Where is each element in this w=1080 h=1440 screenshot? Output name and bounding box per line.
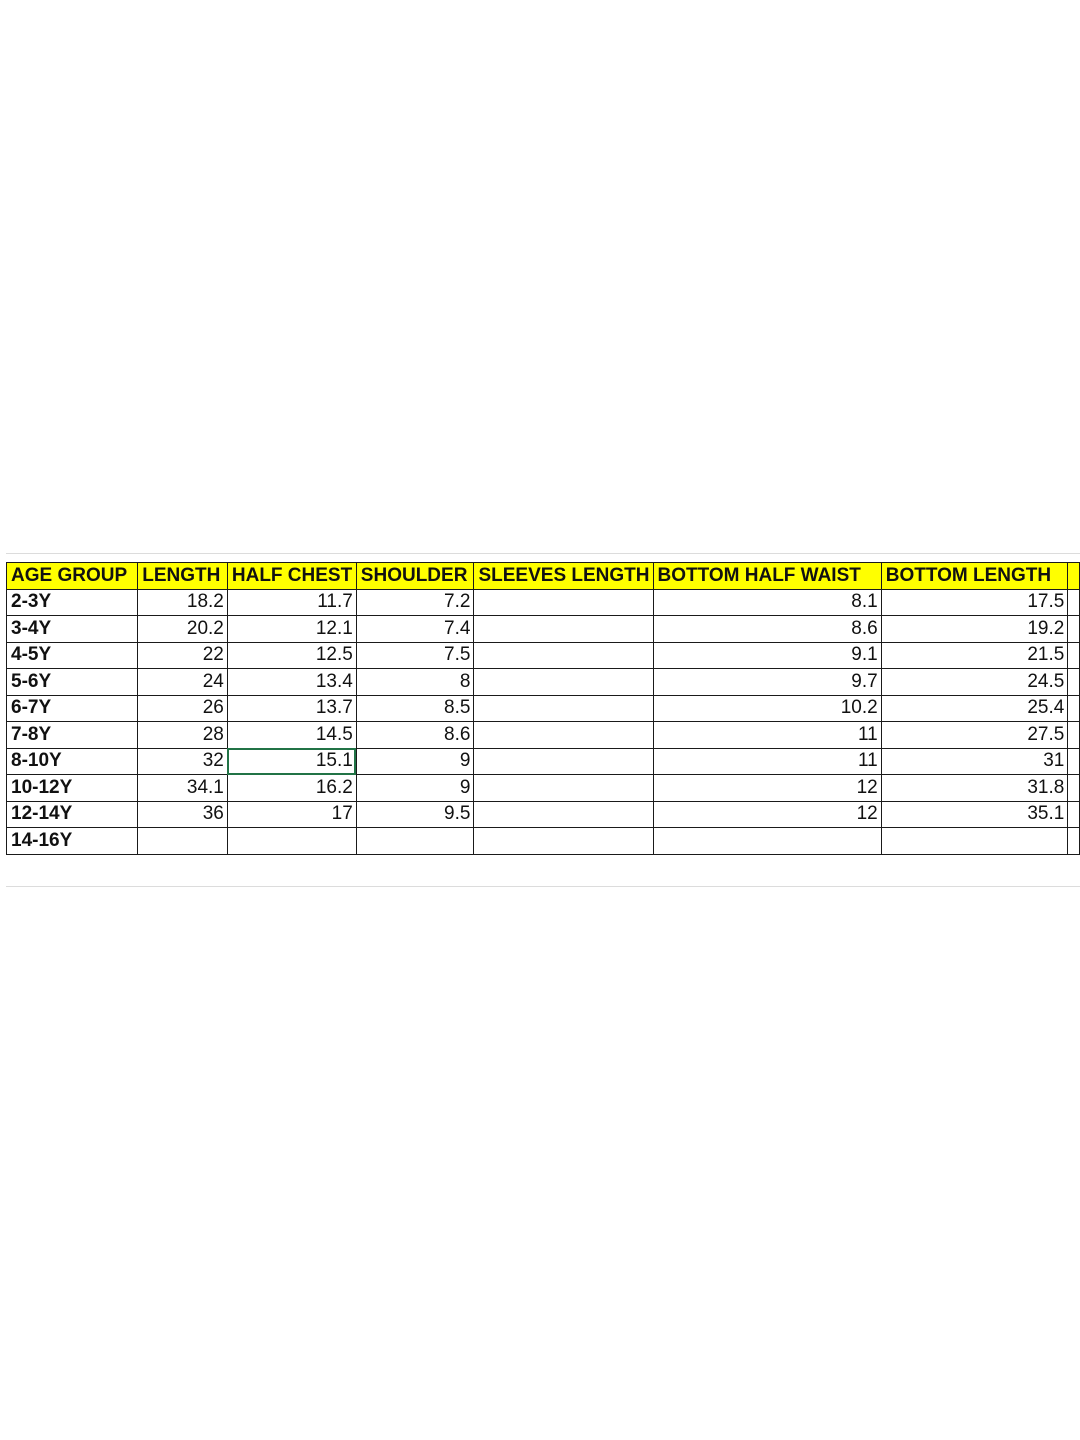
cell-bottom-half-waist[interactable]: 12 xyxy=(653,801,881,828)
cell-bottom-length[interactable]: 31.8 xyxy=(881,775,1068,802)
cell-length[interactable]: 32 xyxy=(138,748,228,775)
header-shoulder[interactable]: SHOULDER xyxy=(356,563,474,590)
header-bottom-half-waist[interactable]: BOTTOM HALF WAIST xyxy=(653,563,881,590)
table-row xyxy=(7,589,1080,616)
cell-half-chest[interactable]: 12.1 xyxy=(227,616,356,643)
cell-bottom-length[interactable]: 19.2 xyxy=(881,616,1068,643)
cell-bottom-half-waist[interactable]: 8.6 xyxy=(653,616,881,643)
cell-bottom-length[interactable]: 25.4 xyxy=(881,695,1068,722)
cell-length[interactable]: 18.2 xyxy=(138,589,228,616)
spreadsheet-view xyxy=(0,548,1080,893)
cell-bottom-half-waist[interactable]: 10.2 xyxy=(653,695,881,722)
cell-shoulder[interactable]: 8.5 xyxy=(356,695,474,722)
cell-shoulder[interactable]: 7.2 xyxy=(356,589,474,616)
cell-sleeves-length[interactable] xyxy=(474,642,653,669)
size-chart-table xyxy=(6,562,1080,855)
cell-age-group[interactable]: 14-16Y xyxy=(7,828,138,855)
cell-half-chest[interactable]: 16.2 xyxy=(227,775,356,802)
cell-age-group[interactable]: 6-7Y xyxy=(7,695,138,722)
header-row xyxy=(7,563,1080,590)
cell-bottom-length[interactable]: 27.5 xyxy=(881,722,1068,749)
header-bottom-length[interactable]: BOTTOM LENGTH xyxy=(881,563,1068,590)
cell-extra[interactable] xyxy=(1068,801,1080,828)
cell-extra[interactable] xyxy=(1068,748,1080,775)
header-age-group[interactable]: AGE GROUP xyxy=(7,563,138,590)
cell-bottom-length[interactable] xyxy=(881,828,1068,855)
cell-bottom-length[interactable]: 17.5 xyxy=(881,589,1068,616)
cell-age-group[interactable]: 4-5Y xyxy=(7,642,138,669)
header-sleeves-length[interactable]: SLEEVES LENGTH xyxy=(474,563,653,590)
cell-extra[interactable] xyxy=(1068,669,1080,696)
cell-shoulder[interactable]: 8 xyxy=(356,669,474,696)
table-row xyxy=(7,748,1080,775)
table-row xyxy=(7,775,1080,802)
cell-extra[interactable] xyxy=(1068,642,1080,669)
cell-sleeves-length[interactable] xyxy=(474,669,653,696)
cell-shoulder[interactable]: 9 xyxy=(356,748,474,775)
cell-half-chest[interactable]: 11.7 xyxy=(227,589,356,616)
cell-age-group[interactable]: 3-4Y xyxy=(7,616,138,643)
cell-half-chest[interactable]: 12.5 xyxy=(227,642,356,669)
cell-half-chest[interactable]: 14.5 xyxy=(227,722,356,749)
cell-bottom-length[interactable]: 21.5 xyxy=(881,642,1068,669)
cell-length[interactable]: 36 xyxy=(138,801,228,828)
cell-age-group[interactable]: 10-12Y xyxy=(7,775,138,802)
cell-length[interactable]: 28 xyxy=(138,722,228,749)
cell-extra[interactable] xyxy=(1068,616,1080,643)
cell-shoulder[interactable]: 7.4 xyxy=(356,616,474,643)
table-row xyxy=(7,722,1080,749)
cell-extra[interactable] xyxy=(1068,695,1080,722)
cell-half-chest[interactable] xyxy=(227,828,356,855)
cell-shoulder[interactable]: 9 xyxy=(356,775,474,802)
cell-sleeves-length[interactable] xyxy=(474,801,653,828)
table-row xyxy=(7,828,1080,855)
header-length[interactable]: LENGTH xyxy=(138,563,228,590)
cell-bottom-half-waist[interactable]: 9.1 xyxy=(653,642,881,669)
cell-sleeves-length[interactable] xyxy=(474,748,653,775)
cell-age-group[interactable]: 7-8Y xyxy=(7,722,138,749)
cell-sleeves-length[interactable] xyxy=(474,828,653,855)
header-half-chest[interactable]: HALF CHEST xyxy=(227,563,356,590)
cell-length[interactable]: 34.1 xyxy=(138,775,228,802)
cell-half-chest[interactable]: 17 xyxy=(227,801,356,828)
cell-half-chest[interactable]: 13.4 xyxy=(227,669,356,696)
cell-bottom-half-waist[interactable]: 9.7 xyxy=(653,669,881,696)
table-row xyxy=(7,669,1080,696)
cell-length[interactable]: 26 xyxy=(138,695,228,722)
cell-sleeves-length[interactable] xyxy=(474,775,653,802)
table-row xyxy=(7,642,1080,669)
table-row xyxy=(7,801,1080,828)
cell-length[interactable]: 20.2 xyxy=(138,616,228,643)
gridline-bottom xyxy=(6,886,1080,887)
header-extra-cell[interactable] xyxy=(1068,563,1080,590)
cell-bottom-length[interactable]: 35.1 xyxy=(881,801,1068,828)
cell-age-group[interactable]: 12-14Y xyxy=(7,801,138,828)
cell-shoulder[interactable]: 8.6 xyxy=(356,722,474,749)
cell-age-group[interactable]: 8-10Y xyxy=(7,748,138,775)
cell-bottom-length[interactable]: 24.5 xyxy=(881,669,1068,696)
cell-extra[interactable] xyxy=(1068,828,1080,855)
cell-shoulder[interactable] xyxy=(356,828,474,855)
table-row xyxy=(7,616,1080,643)
cell-bottom-half-waist[interactable]: 8.1 xyxy=(653,589,881,616)
cell-bottom-length[interactable]: 31 xyxy=(881,748,1068,775)
cell-age-group[interactable]: 5-6Y xyxy=(7,669,138,696)
cell-bottom-half-waist[interactable]: 11 xyxy=(653,748,881,775)
cell-shoulder[interactable]: 7.5 xyxy=(356,642,474,669)
cell-extra[interactable] xyxy=(1068,589,1080,616)
cell-length[interactable]: 24 xyxy=(138,669,228,696)
cell-bottom-half-waist[interactable]: 12 xyxy=(653,775,881,802)
cell-shoulder[interactable]: 9.5 xyxy=(356,801,474,828)
cell-bottom-half-waist[interactable] xyxy=(653,828,881,855)
cell-length[interactable] xyxy=(138,828,228,855)
cell-age-group[interactable]: 2-3Y xyxy=(7,589,138,616)
gridline-top xyxy=(6,553,1080,554)
table-row xyxy=(7,695,1080,722)
cell-bottom-half-waist[interactable]: 11 xyxy=(653,722,881,749)
cell-half-chest[interactable]: 13.7 xyxy=(227,695,356,722)
selected-cell-half-chest[interactable]: 15.1 xyxy=(227,748,356,775)
cell-extra[interactable] xyxy=(1068,775,1080,802)
cell-extra[interactable] xyxy=(1068,722,1080,749)
cell-length[interactable]: 22 xyxy=(138,642,228,669)
cell-sleeves-length[interactable] xyxy=(474,616,653,643)
cell-sleeves-length[interactable] xyxy=(474,589,653,616)
cell-sleeves-length[interactable] xyxy=(474,695,653,722)
cell-sleeves-length[interactable] xyxy=(474,722,653,749)
